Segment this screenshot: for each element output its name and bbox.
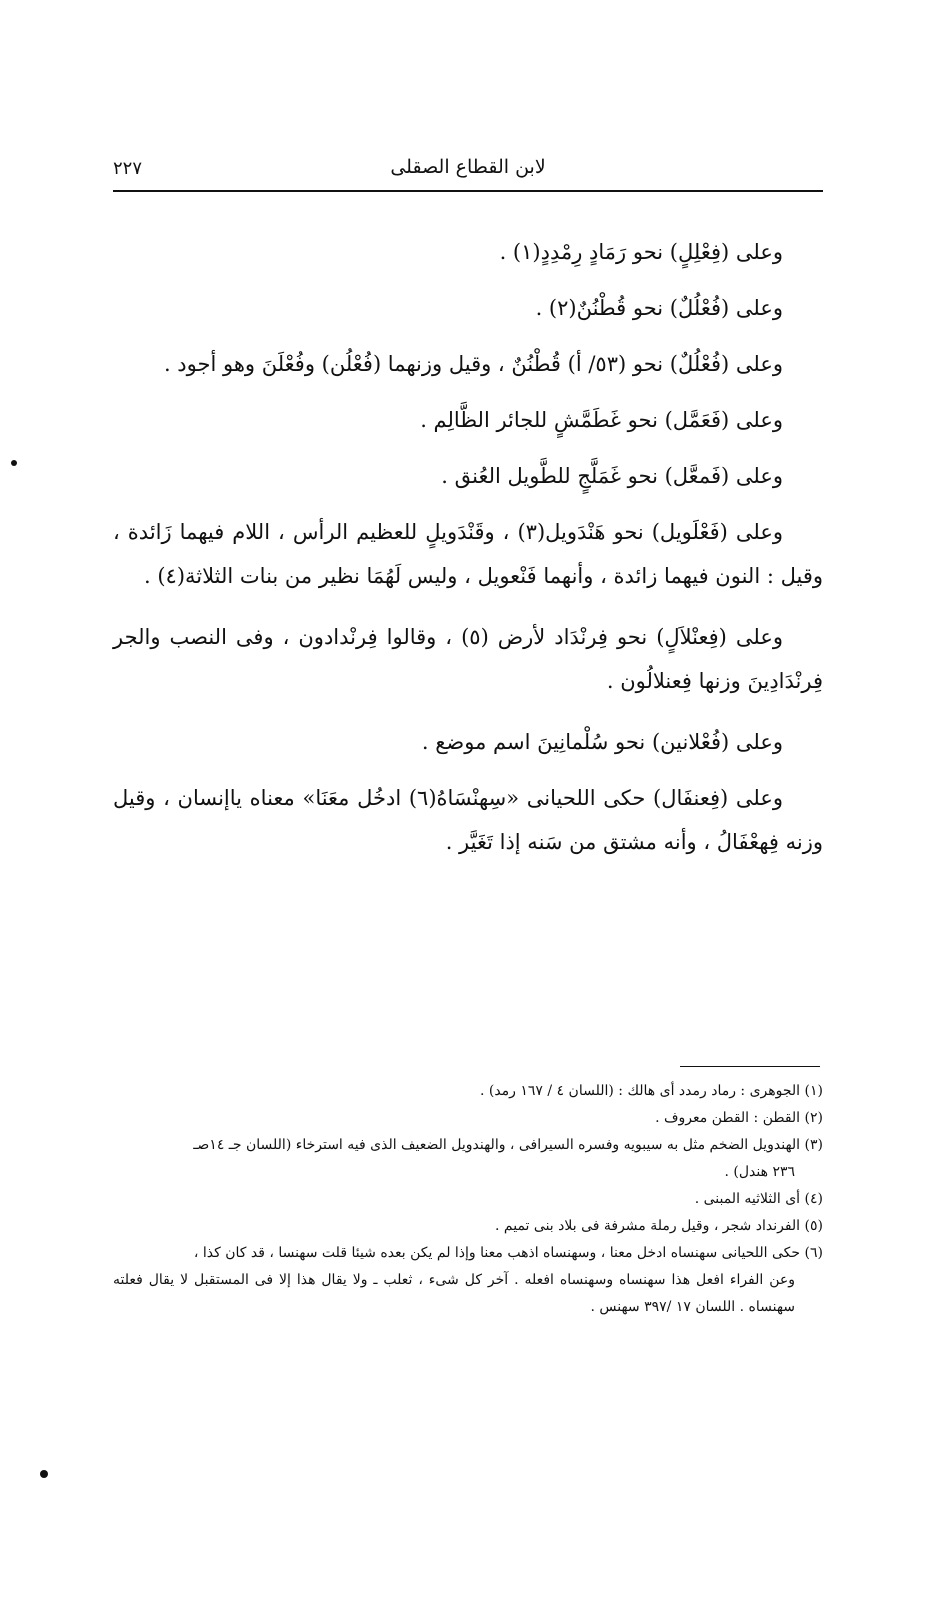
paragraph: وعلى (فُعْلُلٌ) نحو (٥٣/ أ) قُطْنُنٌ ، وقيل وزنهما (فُعْلُن) وفُعْلَنَ وهو أجود . (163, 352, 783, 376)
footnotes (113, 1078, 823, 1321)
footnote-text: أى الثلاثيه المبنى . (694, 1191, 801, 1207)
footnote (113, 1078, 823, 1105)
footnote-number: (٣) (804, 1137, 823, 1153)
paragraph: وعلى (فِعنْلاَلٍ) نحو فِرنْدَاد لأرض (٥) ، وقالوا فِرنْدادون ، وفى النصب والجر فِرنْدَادِينَ وزنها فِعنلالُون . (113, 625, 823, 693)
footnote-continuation: ٢٣٦ هندل) . (724, 1164, 795, 1180)
paragraph: وعلى (فَعَمَّل) نحو غَطَمَّشٍ للجائر الظَّالِم . (420, 408, 783, 432)
footnote-text: الهندويل الضخم مثل به سيبويه وفسره السيرافى ، والهندويل الضعيف الذى فيه استرخاء (اللسان جـ ١٤صـ (193, 1137, 801, 1153)
paragraph: وعلى (فِعنفَال) حكى اللحيانى «سِهنْسَاهُ(٦) ادخُل معَنَا» معناه ياإنسان ، وقيل وزنه فِهعْفَالُ ، وأنه مشتق من سَنه إذا تَغَيَّر . (113, 786, 823, 854)
footnote-number: (١) (804, 1083, 823, 1099)
footnote (113, 1105, 823, 1132)
footnote (113, 1186, 823, 1213)
footnote (113, 1132, 823, 1186)
footnote-text: القطن : القطن معروف . (655, 1110, 801, 1126)
footnote-text: الفرنداد شجر ، وقيل رملة مشرفة فى بلاد بنى تميم . (495, 1218, 801, 1234)
footnote-text: الجوهرى : رماد رمدد أى هالك : (اللسان ٤ / ١٦٧ رمد) . (479, 1083, 801, 1099)
page-header (113, 150, 823, 194)
body-text (113, 230, 823, 881)
paragraph: وعلى (فُعْلانين) نحو سُلْمانِينَ اسم موضع . (421, 730, 783, 754)
paragraph: وعلى (فَعْلَويل) نحو هَنْدَويل(٣) ، وقَنْدَويلٍ للعظيم الرأس ، اللام فيهما زَائدة ، وقيل : النون فيهما زائدة ، وأنهما فَنْعويل ، وليس لَهُمَا نظير من بنات الثلاثة(٤) . (113, 520, 823, 588)
paragraph: وعلى (فَمعَّل) نحو غَمَلَّجٍ للطَّويل العُنق . (441, 464, 783, 488)
margin-mark (40, 1470, 48, 1478)
footnote (113, 1213, 823, 1240)
footnote-number: (٦) (804, 1245, 823, 1261)
page-number: ٢٢٧ (113, 158, 143, 179)
footnote-number: (٢) (804, 1110, 823, 1126)
footnote-number: (٤) (804, 1191, 823, 1207)
footnote (113, 1240, 823, 1321)
footnote-text: حكى اللحيانى سهنساه ادخل معنا ، وسهنساه اذهب معنا وإذا لم يكن بعده شيئا قلت سهنسا ، قد كان كذا ، (193, 1245, 801, 1261)
running-title: لابن القطاع الصقلى (390, 156, 546, 178)
paragraph: وعلى (فِعْلِلٍ) نحو رَمَادٍ رِمْدِدٍ(١) . (499, 240, 783, 264)
footnote-rule (680, 1066, 820, 1067)
header-rule (113, 190, 823, 192)
footnote-continuation: وعن الفراء افعل هذا سهنساه وسهنساه افعله . آخر كل شىء ، ثعلب ـ ولا يقال هذا إلا فى المستقبل لا يقال فعلته سهنساه . اللسان ١٧ /٣٩٧ سهنس . (113, 1272, 795, 1315)
margin-mark (11, 460, 17, 466)
paragraph: وعلى (فُعْلُلٌ) نحو قُطْنُنٌ(٢) . (535, 296, 783, 320)
footnote-number: (٥) (804, 1218, 823, 1234)
